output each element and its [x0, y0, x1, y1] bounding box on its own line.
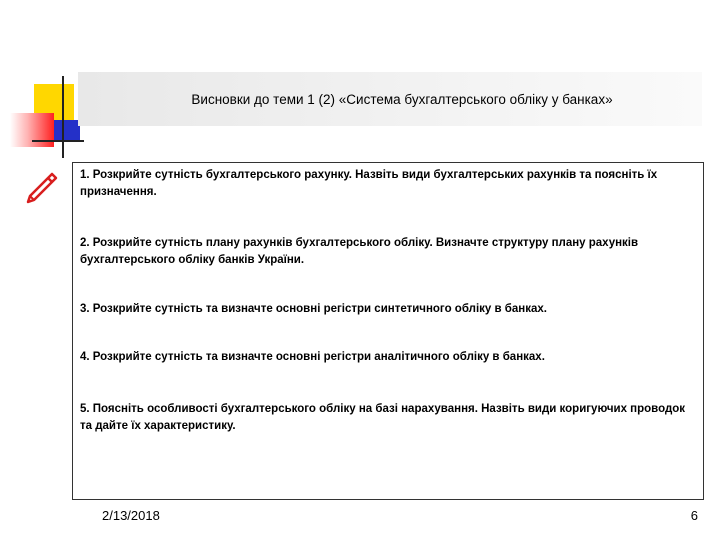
question-1: 1. Розкрийте сутність бухгалтерського рахунку. Назвіть види бухгалтерських рахунків та поясніть їх призначення. — [80, 169, 658, 198]
question-4: 4. Розкрийте сутність та визначте основні регістри аналітичного обліку в банках. — [80, 351, 545, 363]
question-2: 2. Розкрийте сутність плану рахунків бухгалтерського обліку. Визначте структуру плану рахунків бухгалтерського обліку банків України. — [80, 237, 639, 266]
question-5: 5. Поясніть особливості бухгалтерського обліку на базі нарахування. Назвіть види коригуючих проводок та дайте їх характеристику. — [80, 403, 686, 432]
decor-horizontal-line — [32, 140, 84, 142]
footer-date: 2/13/2018 — [102, 508, 160, 523]
pen-icon — [22, 170, 58, 206]
question-3: 3. Розкрийте сутність та визначте основні регістри синтетичного обліку в банках. — [80, 303, 547, 315]
slide-title: Висновки до теми 1 (2) «Система бухгалтерського обліку у банках» — [191, 91, 613, 107]
decor-vertical-line — [62, 76, 64, 158]
page-number: 6 — [690, 508, 698, 523]
title-band — [78, 72, 702, 126]
questions-box — [72, 162, 704, 500]
decor-blue-square — [54, 120, 80, 142]
